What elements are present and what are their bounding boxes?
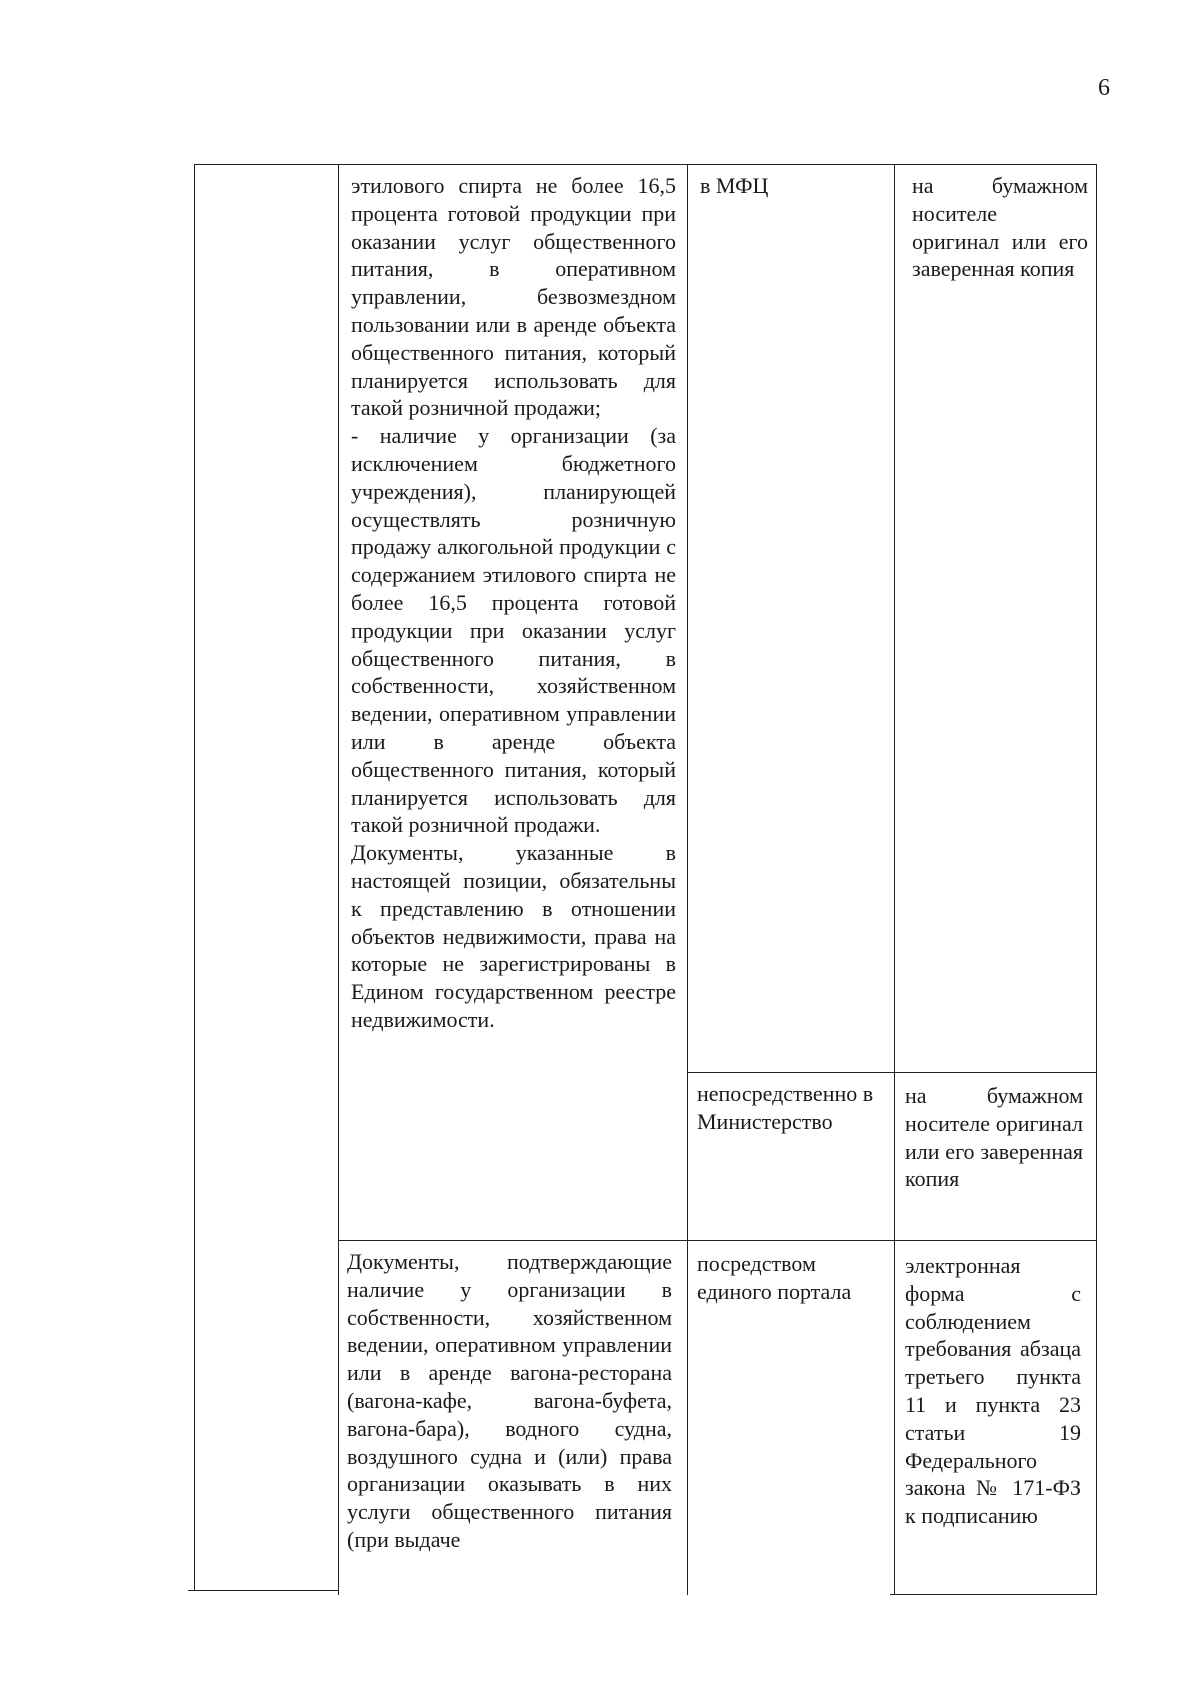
- row1-form-mfc: [912, 172, 1088, 283]
- table-right-border: [1096, 164, 1097, 1595]
- row1-requirements-cell: [351, 172, 676, 1034]
- row1-paragraph-3: Документы, указанные в настоящей позиции, обязательны к представлению в отношении объектов недвижимости, права на которые не зарегистрированы в Едином государственном реестре недвижимости.: [351, 840, 676, 1032]
- row-divider: [338, 1240, 1096, 1241]
- row2-method-portal: посредством единого портала: [697, 1251, 852, 1304]
- row1-form-ministry: [905, 1082, 1083, 1193]
- row1-paragraph-1: этилового спирта не более 16,5 процента готовой продукции при оказании услуг общественного питания, в оперативном управлении, безвозмездном пользовании или в аренде объекта общественного питания, который планируется использовать для такой розничной продажи;: [351, 173, 676, 421]
- row2-documents-text: Документы, подтверждающие наличие у организации в собственности, хозяйственном ведении, оперативном управлении или в аренде вагона-ресторана (вагона-кафе, вагона-буфета, вагона-бара), водного судна, воздушного судна и (или) права организации оказывать в них услуги общественного питания (при выдаче: [347, 1249, 672, 1552]
- col4-left-border: [894, 164, 895, 1595]
- row1-form-ministry-text: на бумажном носителе оригинал или его заверенная копия: [905, 1083, 1083, 1192]
- row1-method-ministry: непосредственно в Министерство: [697, 1081, 874, 1134]
- page-number: 6: [1098, 75, 1110, 101]
- row1-method-mfc: в МФЦ: [700, 173, 769, 198]
- table-bottom-border: [890, 1594, 1096, 1595]
- row1-paragraph-2: - наличие у организации (за исключением бюджетного учреждения), планирующей осуществлять розничную продажу алкогольной продукции с содержанием этилового спирта не более 16,5 процента готовой продукции при оказании услуг общественного питания, в собственности, хозяйственном ведении, оперативном управлении или в аренде объекта общественного питания, который планируется использовать для такой розничной продажи.: [351, 423, 676, 838]
- table-left-border: [194, 164, 195, 1590]
- row2-form-electronic: [905, 1252, 1081, 1592]
- row2-form-electronic-text: электронная форма с соблюдением требования абзаца третьего пункта 11 и пункта 23 статьи 19 Федерального закона № 171-ФЗ к подписанию: [905, 1253, 1081, 1529]
- row1-sub-divider: [687, 1072, 1096, 1073]
- row2-documents-cell: [347, 1248, 672, 1590]
- row1-form-mfc-text: на бумажном носителе оригинал или его заверенная копия: [912, 173, 1088, 282]
- col2-left-border: [338, 164, 339, 1595]
- col1-bottom-border: [188, 1590, 338, 1591]
- table-top-border: [194, 164, 1096, 165]
- col3-left-border: [687, 164, 688, 1595]
